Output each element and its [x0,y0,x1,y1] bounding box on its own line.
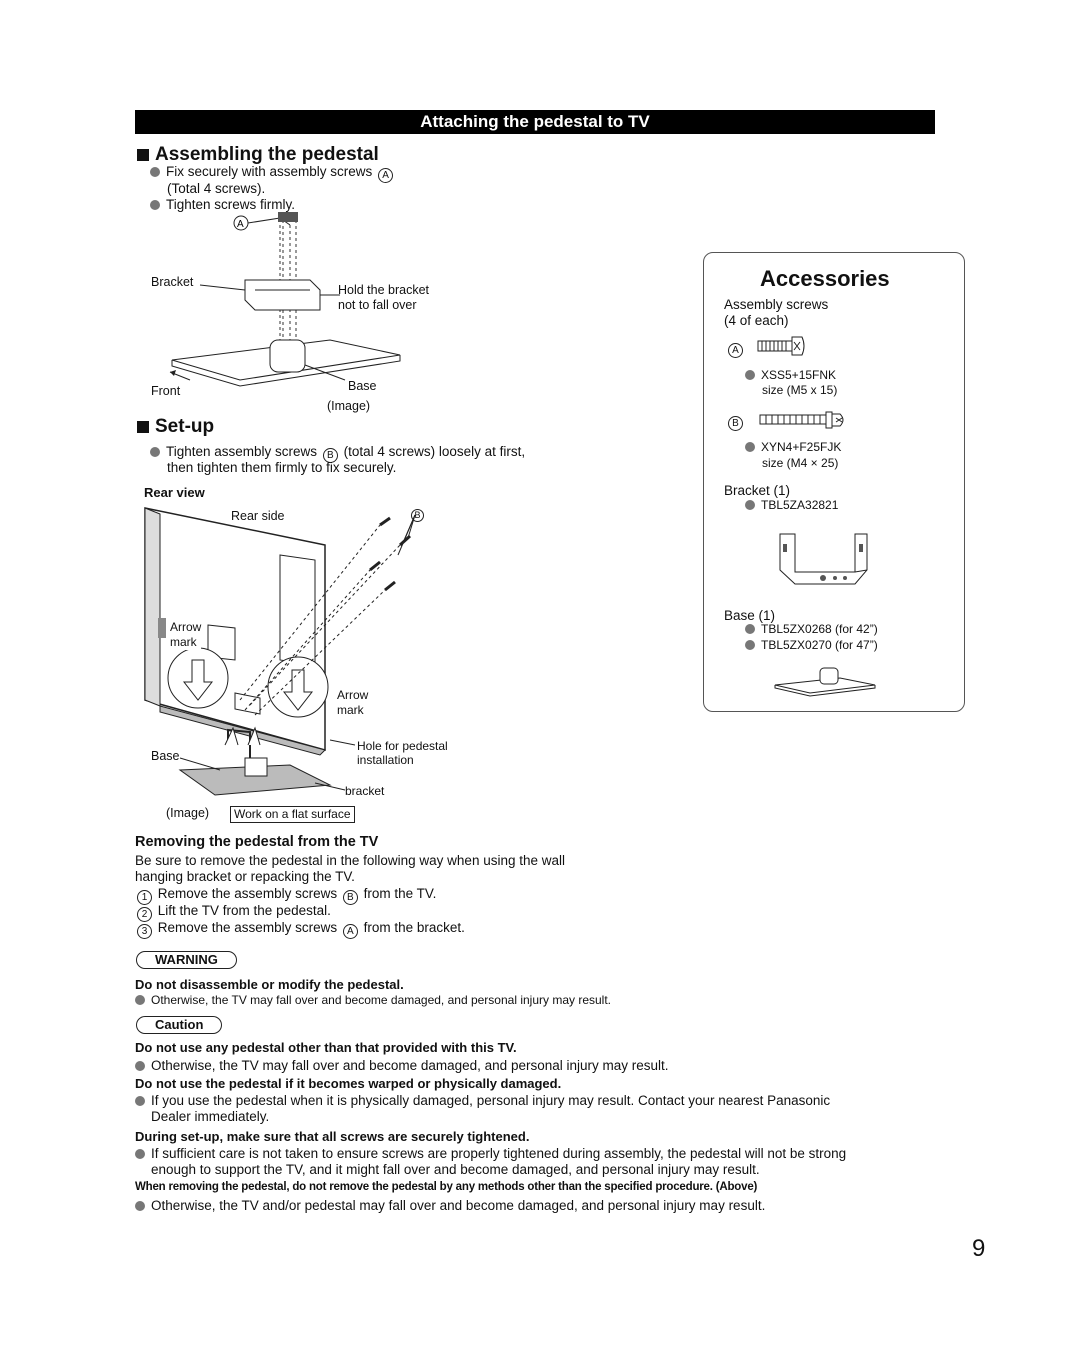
caution-heading-2: Do not use the pedestal if it becomes warped or physically damaged. [135,1076,562,1091]
screw-a-part-text: XSS5+15FNK [761,368,837,382]
fig-screw-mark: A [237,219,244,230]
assembling-bullet-2-text: Tighten screws firmly. [166,197,296,212]
step-1-pre: Remove the assembly screws [157,886,338,901]
warning-bullet [135,993,611,1008]
caution-heading-1: Do not use any pedestal other than that provided with this TV. [135,1040,517,1055]
setup-bullet-pre: Tighten assembly screws [166,444,318,459]
page-number: 9 [972,1235,986,1262]
bullet-icon [150,200,160,210]
removing-intro-1: Be sure to remove the pedestal in the following way when using the wall [135,853,565,868]
screw-a-mark-acc: A [728,343,743,358]
step-1-number: 1 [137,890,152,905]
step-3-pre: Remove the assembly screws [157,920,338,935]
rear-side-label: Rear side [231,509,285,523]
caution-bullet-3-text: If sufficient care is not taken to ensure screws are properly tightened during assembly, the pedestal will not be strong [151,1146,847,1161]
label-bracket: Bracket [151,275,194,289]
setup-bracket-label: bracket [345,784,385,798]
label-base: Base [348,379,377,393]
step-1-post: from the TV. [363,886,437,901]
flat-surface-label: Work on a flat surface [230,806,355,823]
rear-screw-b-callout [409,505,426,522]
caution-bullet-3 [135,1145,846,1162]
bullet-icon [745,624,755,634]
removing-heading: Removing the pedestal from the TV [135,834,379,850]
screw-b-callout-icon: B [411,509,424,522]
accessories-screws-label: Assembly screws [724,297,829,312]
step-2-number: 2 [137,907,152,922]
bullet-icon [135,1096,145,1106]
screw-a-size: size (M5 x 15) [762,383,838,397]
rear-view-label: Rear view [144,485,205,500]
caution-bullet-4-text: Otherwise, the TV and/or pedestal may fall over and become damaged, and personal injury may result. [151,1198,766,1213]
label-hold-1: Hold the bracket [338,283,430,297]
caution-bullet-2-text: If you use the pedestal when it is physically damaged, personal injury may result. Contact your nearest Panasonic [151,1093,831,1108]
warning-bullet-text: Otherwise, the TV may fall over and become damaged, and personal injury may result. [151,993,612,1007]
caution-badge: Caution [136,1016,222,1034]
bullet-icon [135,995,145,1005]
setup-image-label: (Image) [166,806,210,820]
label-hold-2: not to fall over [338,298,417,312]
removing-step-3 [135,919,465,939]
screw-a-mark: A [378,168,393,183]
screw-b-mark: B [323,448,338,463]
arrow-mark-left-1: Arrow [170,620,202,634]
assembling-bullet-1-cont: (Total 4 screws). [167,181,266,196]
assembling-bullet-1-text: Fix securely with assembly screws [166,164,373,179]
pedestal-assembly-figure [150,210,450,420]
bullet-icon [745,442,755,452]
accessories-bracket-label: Bracket (1) [724,483,791,498]
setup-heading [137,416,214,438]
caution-bullet-2-cont: Dealer immediately. [151,1109,270,1124]
base-part-1-text: TBL5ZX0268 (for 42”) [761,622,878,636]
setup-title: Set-up [155,416,215,437]
caution-bullet-1 [135,1057,669,1074]
square-bullet-icon [137,149,149,161]
screw-b-part-text: XYN4+F25FJK [761,440,842,454]
bracket-part-text: TBL5ZA32821 [761,498,839,512]
bullet-icon [135,1149,145,1159]
removing-intro-2: hanging bracket or repacking the TV. [135,869,355,884]
bracket-icon [775,522,875,592]
accessories-screws-qty: (4 of each) [724,313,789,328]
arrow-mark-right-2: mark [337,703,364,717]
screw-b-size: size (M4 × 25) [762,456,839,470]
rear-view-figure [140,500,440,820]
arrow-mark-label-left [170,620,201,650]
screw-a-part [745,368,836,383]
step-3-number: 3 [137,924,152,939]
arrow-mark-tab [158,618,166,638]
arrow-mark-left-2: mark [170,635,197,649]
arrow-mark-label-right [337,688,368,718]
screw-b-mark-acc: B [728,416,743,431]
step-3-screw-mark: A [343,924,358,939]
hole-label-2: installation [357,753,414,767]
square-bullet-icon [137,421,149,433]
screw-b-label-mark [726,411,745,431]
step-2-text: Lift the TV from the pedestal. [157,903,331,918]
base-part-2 [745,638,878,653]
label-image: (Image) [327,399,371,413]
base-part-1 [745,622,878,637]
caution-bullet-1-text: Otherwise, the TV may fall over and become damaged, and personal injury may result. [151,1058,669,1073]
bullet-icon [135,1201,145,1211]
step-3-post: from the bracket. [363,920,465,935]
base-part-2-text: TBL5ZX0270 (for 47”) [761,638,878,652]
setup-bullet-line2: then tighten them firmly to fix securely. [167,460,397,475]
accessories-title: Accessories [760,266,890,291]
bullet-icon [135,1061,145,1071]
bullet-icon [745,640,755,650]
bullet-icon [745,370,755,380]
caution-heading-3: During set-up, make sure that all screws are securely tightened. [135,1129,530,1144]
caution-bullet-4 [135,1197,765,1214]
base-icon [770,660,880,700]
step-1-screw-mark: B [343,890,358,905]
setup-base-label: Base [151,749,180,763]
caution-heading-4: When removing the pedestal, do not remove the pedestal by any methods other than the specified procedure. (Above) [135,1181,758,1193]
label-front: Front [151,384,181,398]
bracket-part [745,498,838,513]
bullet-icon [150,167,160,177]
bullet-icon [745,500,755,510]
screw-a-icon [756,334,808,360]
assembling-title: Assembling the pedestal [155,144,379,165]
hole-label-1: Hole for pedestal [357,739,448,753]
bullet-icon [150,447,160,457]
warning-heading: Do not disassemble or modify the pedestal. [135,977,404,992]
bracket-leader [200,285,245,290]
caution-bullet-2 [135,1092,830,1109]
accessories-base-label: Base (1) [724,608,776,623]
screw-a-label-mark [726,338,745,358]
screw-b-icon [758,408,850,432]
caution-bullet-3-cont: enough to support the TV, and it might fall over and become damaged, and personal injury may result. [151,1162,760,1177]
warning-badge: WARNING [136,951,237,969]
section-title-bar: Attaching the pedestal to TV [135,110,935,134]
arrow-mark-right-1: Arrow [337,688,369,702]
screw-b-part [745,440,841,455]
setup-bullet-post: (total 4 screws) loosely at first, [343,444,526,459]
